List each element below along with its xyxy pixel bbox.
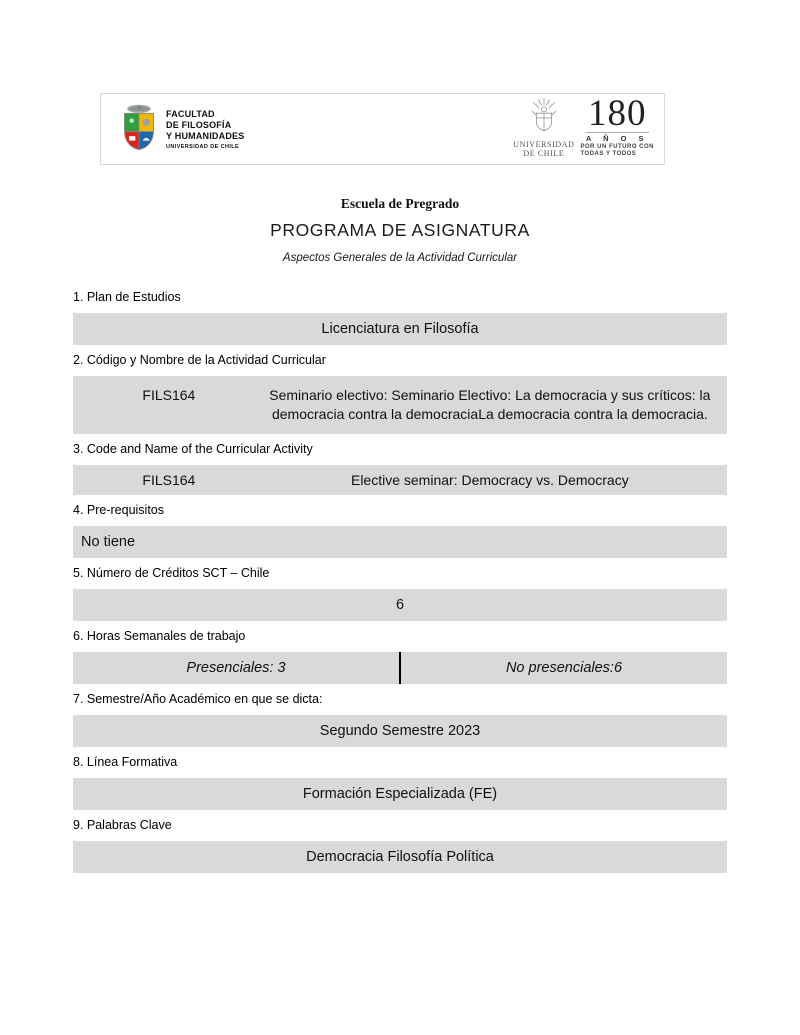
section-codigo-nombre bbox=[73, 354, 727, 434]
university-name-line: DE CHILE bbox=[523, 148, 565, 158]
page-subtitle: Aspectos Generales de la Actividad Curricular bbox=[282, 252, 518, 264]
course-name-cell: Seminario electivo: Seminario Electivo: La democracia y sus críticos: la democracia contra la democraciaLa democracia contra la democracia. bbox=[269, 387, 711, 422]
section-label: 7. Semestre/Año Académico en que se dicta: bbox=[73, 692, 323, 706]
course-code-cell: FILS164 bbox=[142, 471, 196, 488]
horas-no-presenciales-cell: No presenciales:6 bbox=[505, 660, 623, 676]
section-label: 3. Code and Name of the Curricular Activity bbox=[73, 442, 313, 456]
section-palabras-clave bbox=[73, 819, 727, 873]
section-label: 5. Número de Créditos SCT – Chile bbox=[73, 566, 270, 580]
section-plan-de-estudios bbox=[73, 291, 727, 345]
university-name-line: UNIVERSIDAD bbox=[513, 139, 575, 149]
section-code-name-english bbox=[73, 443, 727, 495]
form-sections bbox=[73, 291, 727, 873]
faculty-shield-icon bbox=[119, 102, 159, 157]
course-name-english-cell: Elective seminar: Democracy vs. Democracy bbox=[350, 471, 629, 488]
section-label: 6. Horas Semanales de trabajo bbox=[73, 629, 246, 643]
university-crest-icon bbox=[525, 97, 563, 140]
faculty-name-line: FACULTAD bbox=[166, 108, 215, 119]
section-pre-requisitos bbox=[73, 504, 727, 558]
school-title: Escuela de Pregrado bbox=[340, 196, 460, 211]
anniversary-tagline bbox=[581, 144, 655, 158]
section-creditos-sct bbox=[73, 567, 727, 621]
pre-requisitos-value: No tiene bbox=[73, 526, 727, 558]
tagline-line-1: POR UN FUTURO CON bbox=[580, 143, 654, 150]
horas-semanales-table bbox=[73, 652, 727, 684]
section-linea-formativa bbox=[73, 756, 727, 810]
plan-de-estudios-value: Licenciatura en Filosofía bbox=[73, 313, 727, 345]
palabras-clave-value: Democracia Filosofía Política bbox=[73, 841, 727, 873]
course-code-cell: FILS164 bbox=[142, 387, 196, 403]
codigo-nombre-table bbox=[73, 376, 727, 434]
code-name-english-table bbox=[73, 465, 727, 495]
semestre-value: Segundo Semestre 2023 bbox=[73, 715, 727, 747]
anniversary-word: A Ñ O S bbox=[585, 133, 649, 143]
linea-formativa-value: Formación Especializada (FE) bbox=[73, 778, 727, 810]
anniversary-number: 180 bbox=[588, 92, 647, 134]
faculty-logo bbox=[119, 102, 244, 157]
section-label: 4. Pre-requisitos bbox=[73, 503, 165, 517]
faculty-name-line: Y HUMANIDADES bbox=[166, 130, 245, 141]
section-label: 2. Código y Nombre de la Actividad Curricular bbox=[73, 353, 326, 367]
section-label: 9. Palabras Clave bbox=[73, 818, 172, 832]
creditos-value: 6 bbox=[73, 589, 727, 621]
section-label: 1. Plan de Estudios bbox=[73, 290, 181, 304]
faculty-name-line: DE FILOSOFÍA bbox=[166, 119, 232, 130]
document-header bbox=[100, 93, 665, 165]
university-anniversary-logo bbox=[513, 92, 654, 162]
faculty-logo-text bbox=[166, 109, 244, 150]
section-semestre bbox=[73, 693, 727, 747]
page-title: PROGRAMA DE ASIGNATURA bbox=[270, 220, 530, 240]
faculty-university-subline: UNIVERSIDAD DE CHILE bbox=[166, 143, 240, 150]
section-horas-semanales bbox=[73, 630, 727, 684]
horas-presenciales-cell: Presenciales: 3 bbox=[186, 660, 286, 676]
tagline-line-2: TODAS Y TODOS bbox=[580, 150, 637, 157]
section-label: 8. Línea Formativa bbox=[73, 755, 178, 769]
